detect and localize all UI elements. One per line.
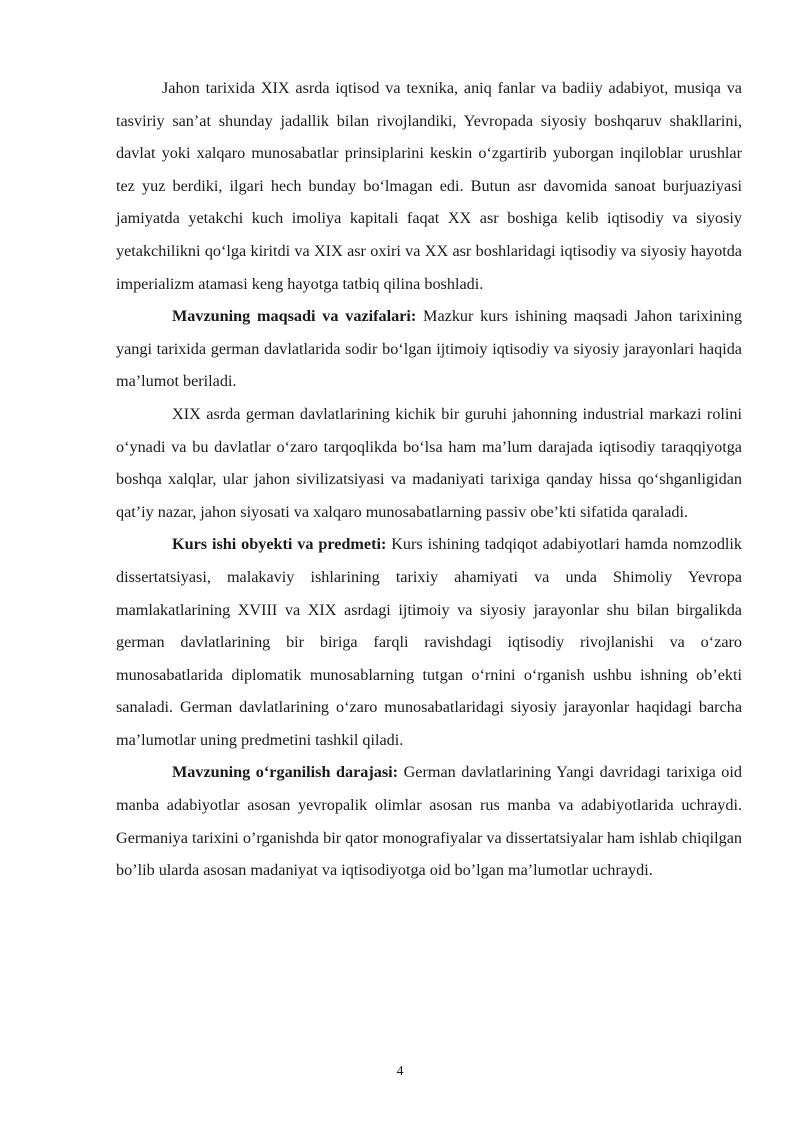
object-heading: Kurs ishi obyekti va predmeti:: [172, 535, 387, 554]
goals-paragraph: [116, 300, 742, 398]
paragraph-text: German davlatlarining Yangi davridagi tarixiga oid manba adabiyotlar asosan yevropalik olimlar asosan rus manba va adabiyotlarida uchraydi. Germaniya tarixini o’rganishda bir qator monografiyalar va dissertatsiyalar ham ishlab chiqilgan bo’lib ularda asosan madaniyat va iqtisodiyotga oid bo’lgan ma’lumotlar uchraydi.: [116, 763, 742, 880]
page-number: 4: [396, 1064, 404, 1079]
paragraph-text: Mazkur kurs ishining maqsadi Jahon tarixining yangi tarixida german davlatlarida sodir boʻlgan ijtimoiy iqtisodiy va siyosiy jarayonlari haqida ma’lumot beriladi.: [116, 307, 742, 391]
goals-heading: Mavzuning maqsadi va vazifalari:: [172, 307, 417, 326]
paragraph-text: Kurs ishining tadqiqot adabiyotlari hamda nomzodlik dissertatsiyasi, malakaviy ishlarining tarixiy ahamiyati va unda Shimoliy Yevropa mamlakatlarining XVIII va XIX asrdagi ijtimoiy va siyosiy jarayonlar shu bilan birgalikda german davlatlarining bir biriga farqli ravishdagi iqtisodiy rivojlanishi va oʻzaro munosabatlarida diplomatik munosablarning tutgan o‘rnini o‘rganish ushbu ishning ob’ekti sanaladi. German davlatlarining oʻzaro munosabatlaridagi siyosiy jarayonlar haqidagi barcha ma’lumotlar uning predmetini tashkil qiladi.: [116, 535, 742, 749]
paragraph-text: XIX asrda german davlatlarining kichik bir guruhi jahonning industrial markazi rolini oʻynadi va bu davlatlar oʻzaro tarqoqlikda boʻlsa ham ma’lum darajada iqtisodiy taraqqiyotga boshqa xalqlar, ular jahon sivilizatsiyasi va madaniyati tarixiga qanday hissa qoʻshganligidan qat’iy nazar, jahon siyosati va xalqaro munosabatlarning passiv obe’kti sifatida qaraladi.: [116, 404, 742, 521]
study-level-heading: Mavzuning o‘rganilish darajasi:: [172, 763, 399, 782]
paragraph-text: Jahon tarixida XIX asrda iqtisod va texnika, aniq fanlar va badiiy adabiyot, musiqa va tasviriy san’at shunday jadallik bilan rivojlandiki, Yevropada siyosiy boshqaruv shakllarini, davlat yoki xalqaro munosabatlar prinsiplarini keskin o‘zgartirib yuborgan inqiloblar urushlar tez yuz berdiki, ilgari hech bunday bo‘lmagan edi. Butun asr davomida sanoat burjuaziyasi jamiyatda yetakchi kuch imoliya kapitali faqat XX asr boshiga kelib iqtisodiy va siyosiy yetakchilikni qo‘lga kiritdi va XIX asr oxiri va XX asr boshlaridagi iqtisodiy va siyosiy hayotda imperializm atamasi keng hayotga tatbiq qilina boshladi.: [116, 79, 742, 293]
intro-paragraph: [116, 72, 742, 300]
study-level-paragraph: [116, 756, 742, 886]
document-body: [116, 72, 742, 887]
context-paragraph: [116, 398, 742, 528]
object-paragraph: [116, 528, 742, 756]
